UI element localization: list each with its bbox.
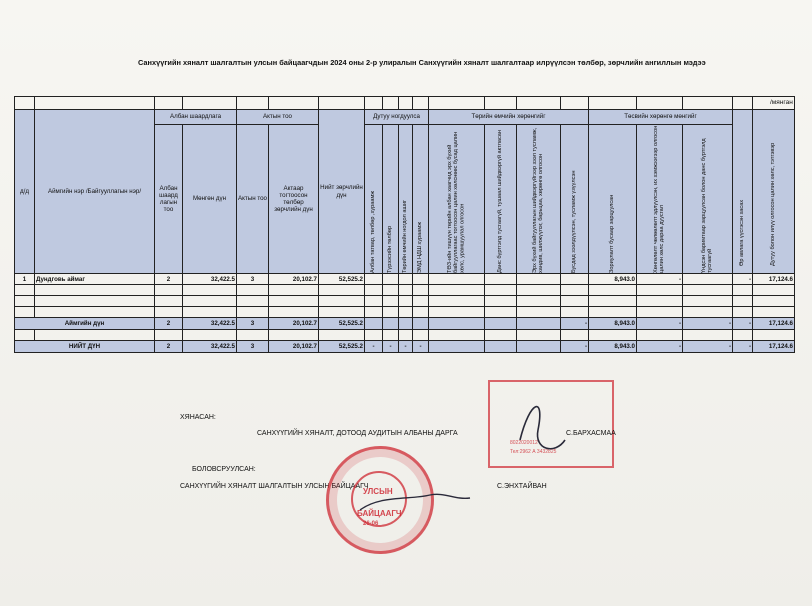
cell-c13: 17,124.6 bbox=[753, 274, 795, 285]
cell-a-count: 2 bbox=[155, 274, 183, 285]
header-group-aktyntoo: Актын тоо bbox=[237, 110, 319, 125]
header-c6: Данс бүртгэлд тусгаагүй, тушаал шийдвэргүй актласан bbox=[485, 125, 517, 274]
header-c13: Дутуу болон илүү олгосон цалин хөлс, тэтгэвэр bbox=[753, 110, 795, 274]
grandtotal-total: 52,525.2 bbox=[319, 341, 365, 353]
subtotal-a-amount: 32,422.5 bbox=[183, 318, 237, 330]
header-c3: Төрийн өмчийн ногдол ашиг bbox=[399, 125, 413, 274]
subtotal-c12: - bbox=[733, 318, 753, 330]
header-c12: Өр авлага үүсгэсэн хасах bbox=[733, 110, 753, 274]
grandtotal-a-amount: 32,422.5 bbox=[183, 341, 237, 353]
header-dd: д/д bbox=[15, 110, 35, 274]
header-group-teriin: Төрийн өмчийн хөрөнгийг bbox=[429, 110, 589, 125]
header-c11: Үндсэн баримтаар зарцуулсан болон данс бүртгэлд тусгаагүй bbox=[683, 125, 733, 274]
grandtotal-c2: - bbox=[383, 341, 399, 353]
subtotal-c11: - bbox=[683, 318, 733, 330]
cell-no: 1 bbox=[15, 274, 35, 285]
header-c10: Хөнгөлөлт чөлөөлөлт эдлүүлсэн, их хэмжээгээр олгосон цалин хөлс дараа дуусгал bbox=[637, 125, 683, 274]
subtotal-row bbox=[15, 318, 795, 330]
table-row-blank bbox=[15, 296, 795, 307]
grandtotal-c11: - bbox=[683, 341, 733, 353]
cell-name: Дундговь аймаг bbox=[35, 274, 155, 285]
rect-stamp bbox=[488, 380, 614, 468]
grandtotal-label: НИЙТ ДҮН bbox=[15, 341, 155, 353]
cell-c10: - bbox=[637, 274, 683, 285]
header-akt-amount: Актаар тогтоосон төлбөр зөрчлийн дүн bbox=[269, 125, 319, 274]
grandtotal-c3: - bbox=[399, 341, 413, 353]
table-group-header bbox=[15, 110, 795, 125]
table-row bbox=[15, 274, 795, 285]
cell-akt-count: 3 bbox=[237, 274, 269, 285]
stamp-round-top: УЛСЫН bbox=[363, 487, 393, 496]
checked-label: ХЯНАСАН: bbox=[180, 414, 216, 421]
grandtotal-c1: - bbox=[365, 341, 383, 353]
grandtotal-a-count: 2 bbox=[155, 341, 183, 353]
header-name: Аймгийн нэр /Байгууллагын нэр/ bbox=[35, 110, 155, 274]
cell-a-amount: 32,422.5 bbox=[183, 274, 237, 285]
document-title: Санхүүгийн хяналт шалгалтын улсын байцаагчдын 2024 оны 2-р улиралын Санхүүгийн хяналт шалгалтаар илрүүлсэн төлбөр, зөрчлийн ангиллын мэдээ bbox=[138, 58, 706, 67]
header-c2: Түрээсийн төлбөр bbox=[383, 125, 399, 274]
unit-label: /мянган bbox=[770, 99, 793, 106]
header-a-count: Албан шаард лагын тоо bbox=[155, 125, 183, 274]
prepared-label: БОЛОВСРУУЛСАН: bbox=[192, 466, 256, 473]
table-row-blank bbox=[15, 330, 795, 341]
subtotal-c13: 17,124.6 bbox=[753, 318, 795, 330]
prepared-name: С.ЭНХТАЙВАН bbox=[497, 483, 547, 490]
cell-c9: 8,943.0 bbox=[589, 274, 637, 285]
subtotal-c9: 8,943.0 bbox=[589, 318, 637, 330]
header-c1: Албан татвар, төлбөр ,хураамж bbox=[365, 125, 383, 274]
stamp-rect-line2: Тел:2962 А 3432825 bbox=[510, 449, 557, 455]
table-top-row bbox=[15, 97, 795, 110]
header-akt-count: Актын тоо bbox=[237, 125, 269, 274]
grandtotal-c10: - bbox=[637, 341, 683, 353]
header-total: Нийт зөрчлийн дүн bbox=[319, 110, 365, 274]
cell-akt-amount: 20,102.7 bbox=[269, 274, 319, 285]
table-row-blank bbox=[15, 285, 795, 296]
grandtotal-row bbox=[15, 341, 795, 353]
header-c7: Эрх бүхий байгууллагын шийдвэргүйгээр зээл тусламж, хандив, шилжүүлэг, барьцаа, хөрөнгө олгосон bbox=[517, 125, 561, 274]
cell-total: 52,525.2 bbox=[319, 274, 365, 285]
header-group-tusuv: Төсвийн хөрөнгө мөнгийг bbox=[589, 110, 733, 125]
checked-name: С.БАРХАСМАА bbox=[566, 430, 616, 437]
subtotal-a-count: 2 bbox=[155, 318, 183, 330]
subtotal-label: Аймгийн дүн bbox=[15, 318, 155, 330]
grandtotal-c4: - bbox=[413, 341, 429, 353]
stamp-round-text: БАЙЦААГЧ bbox=[357, 509, 402, 518]
grandtotal-c9: 8,943.0 bbox=[589, 341, 637, 353]
header-c5: ТӨЗ-ийн тишүүн төрийн албан хаагчид эрх бүхий байгууллагаас тогтоосон цалин хөлснөөс бусад цалин хөлс, урамшуулал олгосон bbox=[429, 125, 485, 274]
grandtotal-c13: 17,124.6 bbox=[753, 341, 795, 353]
table-row-blank bbox=[15, 307, 795, 318]
prepared-role: САНХҮҮГИЙН ХЯНАЛТ ШАЛГАЛТЫН УЛСЫН БАЙЦААГЧ bbox=[180, 483, 369, 490]
report-table bbox=[14, 96, 795, 353]
subtotal-total: 52,525.2 bbox=[319, 318, 365, 330]
subtotal-c8: - bbox=[561, 318, 589, 330]
subtotal-akt-count: 3 bbox=[237, 318, 269, 330]
round-stamp-inner bbox=[351, 471, 407, 527]
stamp-rect-line1: 8022020012 bbox=[510, 440, 538, 446]
header-group-albanshaardlaga: Албан шаардлага bbox=[155, 110, 237, 125]
header-c9: Зориулалт бусаар зарцуулсан bbox=[589, 125, 637, 274]
header-c4: ЭМД НДШ хураамж bbox=[413, 125, 429, 274]
grandtotal-c12: - bbox=[733, 341, 753, 353]
header-group-dutuu: Дутуу ногдуулса bbox=[365, 110, 429, 125]
subtotal-akt-amount: 20,102.7 bbox=[269, 318, 319, 330]
grandtotal-akt-amount: 20,102.7 bbox=[269, 341, 319, 353]
cell-c12: - bbox=[733, 274, 753, 285]
round-stamp bbox=[326, 446, 434, 554]
grandtotal-c8: - bbox=[561, 341, 589, 353]
header-a-amount: Мөнгөн дүн bbox=[183, 125, 237, 274]
stamp-round-num: 26-06 bbox=[363, 521, 379, 527]
checked-role: САНХҮҮГИЙН ХЯНАЛТ, ДОТООД АУДИТЫН АЛБАНЫ ДАРГА bbox=[257, 430, 458, 437]
grandtotal-akt-count: 3 bbox=[237, 341, 269, 353]
subtotal-c10: - bbox=[637, 318, 683, 330]
header-c8: Бусдад зээлдүүлсэн, тусламж үзүүлсэн bbox=[561, 125, 589, 274]
